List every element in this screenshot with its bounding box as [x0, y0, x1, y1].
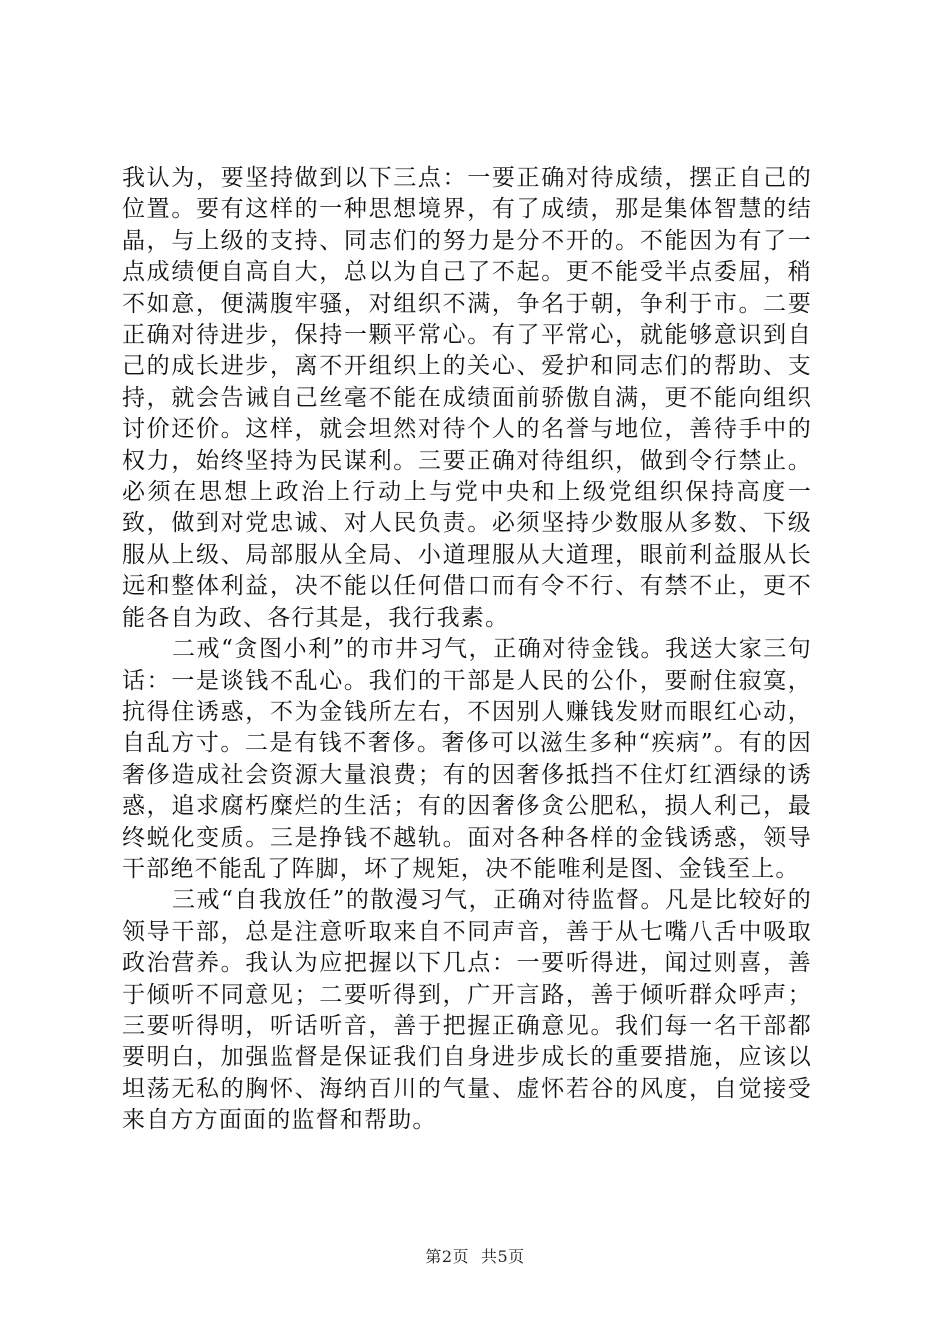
paragraph-2: 二戒“贪图小利”的市井习气，正确对待金钱。我送大家三句话：一是谈钱不乱心。我们的干部是人民的公仆，要耐住寂寞，抗得住诱惑，不为金钱所左右，不因别人赚钱发财而眼红心动，自乱方寸。二是有钱不奢侈。奢侈可以滋生多种“疾病”。有的因奢侈造成社会资源大量浪费；有的因奢侈抵挡不住灯红酒绿的诱惑，追求腐朽糜烂的生活；有的因奢侈贪公肥私，损人利己，最终蜕化变质。三是挣钱不越轨。面对各种各样的金钱诱惑，领导干部绝不能乱了阵脚，坏了规矩，决不能唯利是图、金钱至上。	[122, 636, 812, 882]
paragraph-1: 我认为，要坚持做到以下三点：一要正确对待成绩，摆正自己的位置。要有这样的一种思想境界，有了成绩，那是集体智慧的结晶，与上级的支持、同志们的努力是分不开的。不能因为有了一点成绩便自高自大，总以为自己了不起。更不能受半点委屈，稍不如意，便满腹牢骚，对组织不满，争名于朝，争利于市。二要正确对待进步，保持一颗平常心。有了平常心，就能够意识到自己的成长进步，离不开组织上的关心、爱护和同志们的帮助、支持，就会告诫自己丝毫不能在成绩面前骄傲自满，更不能向组织讨价还价。这样，就会坦然对待个人的名誉与地位，善待手中的权力，始终坚持为民谋利。三要正确对待组织，做到令行禁止。必须在思想上政治上行动上与党中央和上级党组织保持高度一致，做到对党忠诚、对人民负责。必须坚持少数服从多数、下级服从上级、局部服从全局、小道理服从大道理，眼前利益服从长远和整体利益，决不能以任何借口而有令不行、有禁不止，更不能各自为政、各行其是，我行我素。	[122, 165, 812, 631]
page-total: 共5页	[481, 1247, 525, 1266]
page-footer	[0, 1244, 950, 1267]
paragraph-3: 三戒“自我放任”的散漫习气，正确对待监督。凡是比较好的领导干部，总是注意听取来自不同声音，善于从七嘴八舌中吸取政治营养。我认为应把握以下几点：一要听得进，闻过则喜，善于倾听不同意见；二要听得到，广开言路，善于倾听群众呼声；三要听得明，听话听音，善于把握正确意见。我们每一名干部都要明白，加强监督是保证我们自身进步成长的重要措施，应该以坦荡无私的胸怀、海纳百川的气量、虚怀若谷的风度，自觉接受来自方方面面的监督和帮助。	[122, 887, 812, 1134]
page-number: 第2页	[425, 1247, 469, 1266]
document-body	[122, 163, 812, 1137]
